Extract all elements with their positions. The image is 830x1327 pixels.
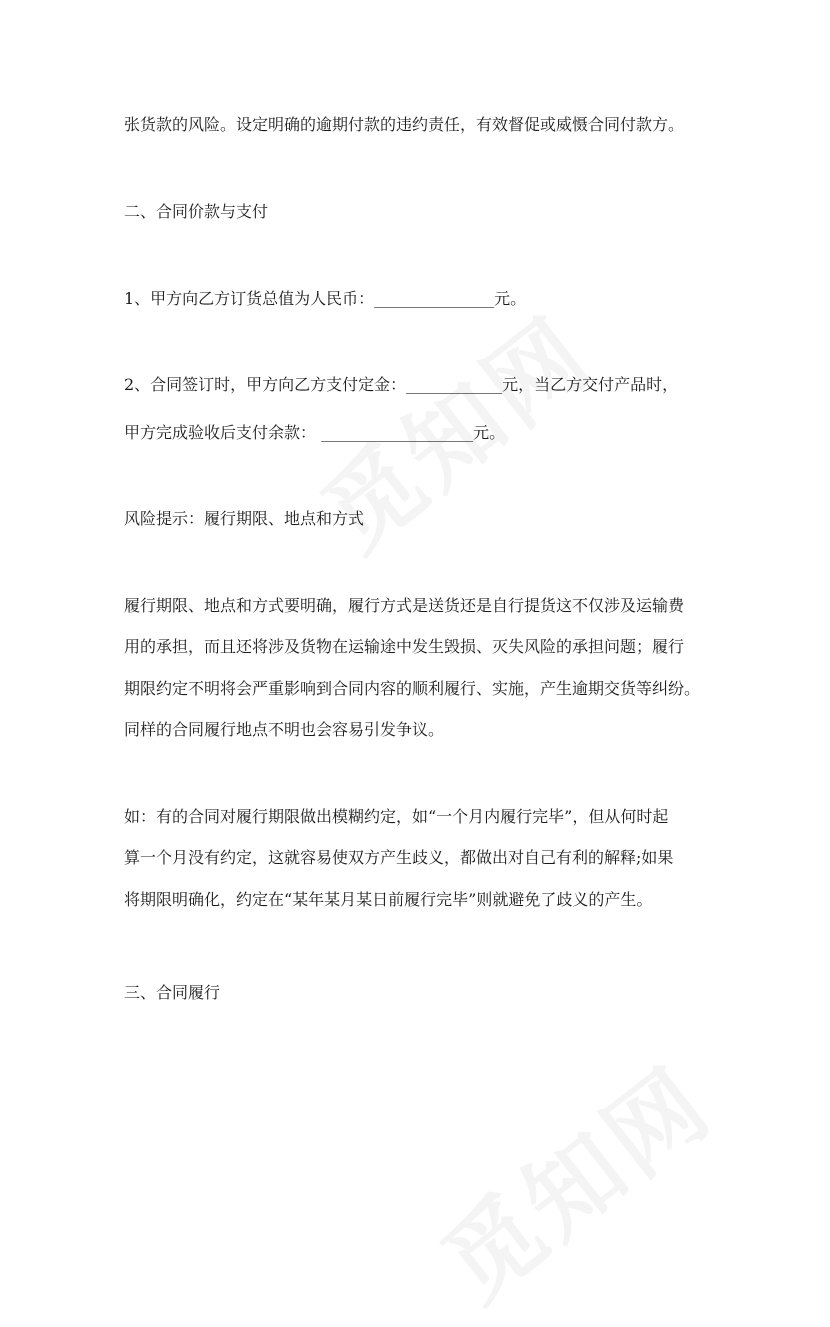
paragraph-line: 甲方完成验收后支付余款： ___________________元。 xyxy=(124,423,506,442)
paragraph-line: 将期限明确化，约定在“某年某月某日前履行完毕”则就避免了歧义的产生。 xyxy=(124,890,653,909)
section-heading: 三、合同履行 xyxy=(124,983,221,1002)
paragraph-line: 如：有的合同对履行期限做出模糊约定，如“一个月内履行完毕”，但从何时起 xyxy=(124,807,669,826)
paragraph-line: 同样的合同履行地点不明也会容易引发争议。 xyxy=(124,720,445,739)
paragraph-line: 期限约定不明将会严重影响到合同内容的顺利履行、实施，产生逾期交货等纠纷。 xyxy=(124,679,701,698)
paragraph-line: 1、甲方向乙方订货总值为人民币：_______________元。 xyxy=(124,289,527,308)
risk-heading: 风险提示：履行期限、地点和方式 xyxy=(124,509,365,528)
paragraph-line: 用的承担，而且还将涉及货物在运输途中发生毁损、灭失风险的承担问题；履行 xyxy=(124,637,685,656)
watermark xyxy=(410,1030,735,1326)
paragraph-line: 2、合同签订时，甲方向乙方支付定金：____________元，当乙方交付产品时， xyxy=(124,375,679,394)
paragraph-line: 算一个月没有约定，这就容易使双方产生歧义，都做出对自己有利的解释;如果 xyxy=(124,848,674,867)
paragraph-line: 张货款的风险。设定明确的逾期付款的违约责任，有效督促或威慑合同付款方。 xyxy=(124,115,685,134)
section-heading: 二、合同价款与支付 xyxy=(124,202,269,221)
paragraph-line: 履行期限、地点和方式要明确，履行方式是送货还是自行提货这不仅涉及运输费 xyxy=(124,596,685,615)
